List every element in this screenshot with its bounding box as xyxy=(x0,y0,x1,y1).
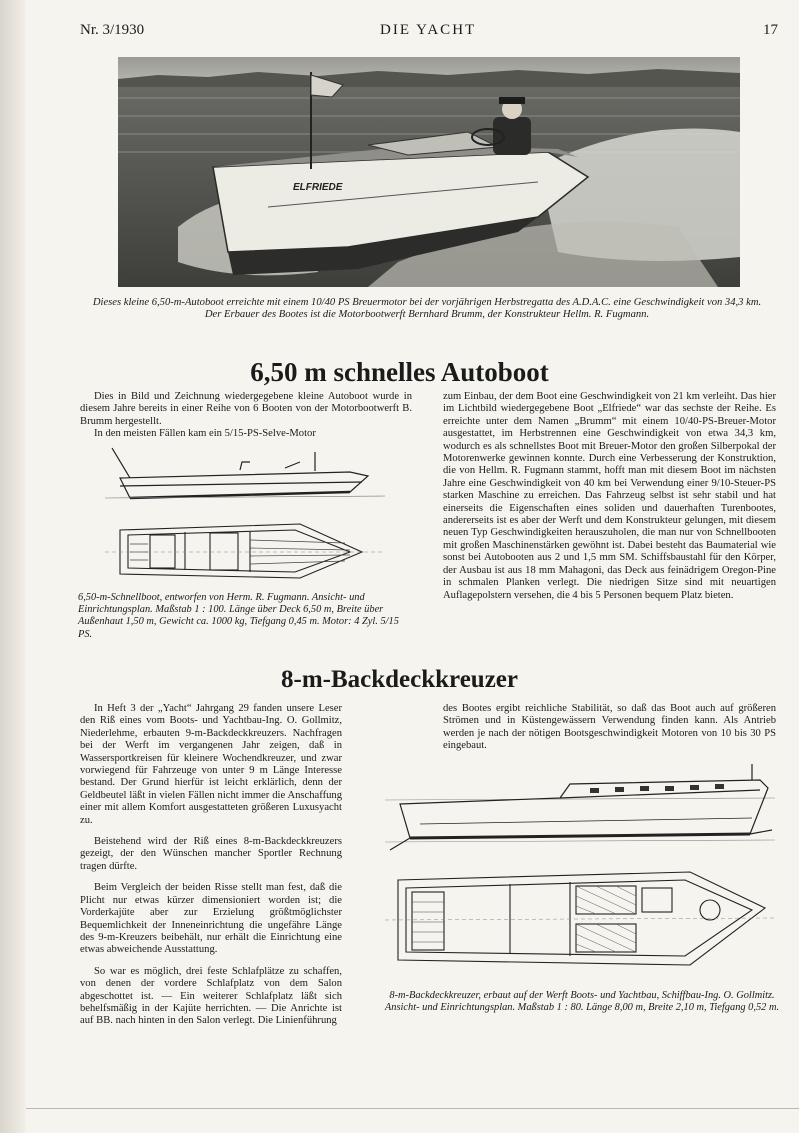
article2-left-column xyxy=(80,703,342,1037)
photo-caption: Dieses kleine 6,50-m-Autoboot erreichte mit einem 10/40 PS Breuermotor bei der vorjährigen Herbstregatta des A.D.A.C. eine Geschwindigkeit von 34,3 km. Der Erbauer des Bootes ist die Motorbootwerft Bernhard Brumm, der Konstrukteur Hellm. R. Fugmann. xyxy=(92,297,762,321)
page-header xyxy=(80,22,780,44)
article2-title: 8-m-Backdeckkreuzer xyxy=(281,666,518,693)
schnellboot-plan-view xyxy=(105,524,385,578)
article2-paragraph: So war es möglich, drei feste Schlafplätze zu schaffen, von denen der vordere Schlafplatz von dem Salon abgeschottet ist. — Ein weiterer Schlafplatz läßt sich behelfsmäßig in der Kajüte herrichten. — Die Anrichte ist auf BB. nach hinten in den Salon verlegt. Die Linienführung xyxy=(80,965,342,1027)
magazine-title: DIE YACHT xyxy=(380,22,477,38)
backdeckkreuzer-drawing xyxy=(380,760,780,982)
article1-paragraph: Dies in Bild und Zeichnung wiedergegebene kleine Autoboot wurde in diesem Jahre bereits in einer Reihe von 6 Booten von der Motorbootwerft B. Brumm hergestellt. xyxy=(80,391,412,427)
schnellboot-side-view xyxy=(105,448,385,498)
schnellboot-drawing-caption: 6,50-m-Schnellboot, entworfen von Herm. R. Fugmann. Ansicht- und Einrichtungsplan. Maßstab 1 : 100. Länge über Deck 6,50 m, Breite über Außenhaut 1,50 m, Gewicht ca. 1000 kg, Tiefgang 0,45 m. Motor: 4 Zyl. 5/15 PS. xyxy=(78,592,399,640)
article2-paragraph: In Heft 3 der „Yacht“ Jahrgang 29 fanden unsere Leser den Riß eines vom Boots- und Yachtbau-Ing. O. Gollmitz, Niederlehme, erbauten 9-m-Backdeckkreuzers. Nachfragen bei der Werft im vergangenen Jahr zeigen, daß in Wassersportkreisen für kleinere Wochendkreuzer, und zwar vorwiegend für Fahrzeuge von unter 9 m Länge Interesse bestand. Der Grund hierfür ist leicht erklärlich, denn der Geldbeutel läßt in vielen Fällen nicht immer die Anschaffung einer mit allem Komfort ausgestatteten größeren Luxusyacht zu. xyxy=(80,703,342,826)
article1-paragraph: zum Einbau, der dem Boot eine Geschwindigkeit von 21 km verleiht. Das hier im Lichtbild wiedergegebene Boot „Elfriede“ war das sechste der Reihe. Es erreichte unter dem Namen „Brumm“ mit einem 10/40-PS-Breuer-Motor ausgestattet, im Herbstrennen eine Geschwindigkeit von etwa 34,3 km, wodurch es als schnellstes Boot mit Breuer-Motor den großen Silberpokal der Motorenwerke gewinnen konnte. Durch eine Verbesserung der Konstruktion, die von Hellm. R. Fugmann stammt, hofft man mit diesem Boot im nächsten Jahre eine Geschwindigkeit von 40 km bei Verwendung einer 9/10-Steuer-PS starken Maschine zu erreichen. Das Fahrzeug selbst ist sehr stabil und hat einerseits die Eigenschaften eines soliden und dauerhaften Turenbootes, andererseits ist es aber der Werft und dem Konstrukteur gelungen, mit diesem neuen Typ Geschwindigkeiten herauszuholen, die man nur von Schnellbooten mit großen Maschinenstärken gewöhnt ist. Dabei besteht das Baumaterial wie sonst bei Autobooten aus 2 und 1,5 mm SM. Schiffsbaustahl für den Körper, der Ausbau ist aus 18 mm Mahagoni, das Deck aus feinädrigem Oregon-Pine in schmalen Planken verlegt. Die niedrigen Sitze sind mit neuartigen Auflagepolstern versehen, die 4 bis 5 Personen bequem Platz bieten. xyxy=(443,391,776,601)
page-bottom-rule xyxy=(26,1108,799,1109)
boat-photograph xyxy=(118,57,740,287)
article1-right-column xyxy=(443,391,776,611)
issue-number: Nr. 3/1930 xyxy=(80,22,145,38)
page-binding-edge xyxy=(0,0,26,1133)
backdeckkreuzer-plan-view xyxy=(385,872,775,965)
article1-title: 6,50 m schnelles Autoboot xyxy=(250,357,549,387)
backdeckkreuzer-side-view xyxy=(385,764,775,850)
article2-right-column xyxy=(443,703,776,762)
backdeckkreuzer-drawing-caption: 8-m-Backdeckkreuzer, erbaut auf der Werft Boots- und Yachtbau, Schiffbau-Ing. O. Gollmitz. Ansicht- und Einrichtungsplan. Maßstab 1 : 80. Länge 8,00 m, Breite 2,10 m, Tiefgang 0,52 m. xyxy=(384,990,780,1014)
page-number: 17 xyxy=(763,22,778,38)
article2-paragraph: Beistehend wird der Riß eines 8-m-Backdeckkreuzers gezeigt, der den Wünschen mancher Sportler Rechnung tragen dürfte. xyxy=(80,836,342,872)
article1-paragraph: In den meisten Fällen kam ein 5/15-PS-Selve-Motor xyxy=(94,428,316,440)
hull-name-text: ELFRIEDE xyxy=(293,182,343,193)
schnellboot-drawing xyxy=(100,440,390,590)
article2-paragraph: des Bootes ergibt reichliche Stabilität, so daß das Boot auch auf größeren Strömen und in Küstengewässern Verwendung finden kann. Als Antrieb werden je nach der nötigen Bootsgeschwindigkeit Motoren von 10 bis 30 PS eingebaut. xyxy=(443,703,776,752)
article2-paragraph: Beim Vergleich der beiden Risse stellt man fest, daß die Plicht nur etwas kürzer dimensioniert worden ist; die Vorderkajüte aber zur Erzielung größtmöglichster Bequemlichkeit der Inneneinrichtung die ungefähre Länge des 9-m-Kreuzers beibehält, nur erhält die Einrichtung eine etwas abweichende Ausstattung. xyxy=(80,882,342,956)
